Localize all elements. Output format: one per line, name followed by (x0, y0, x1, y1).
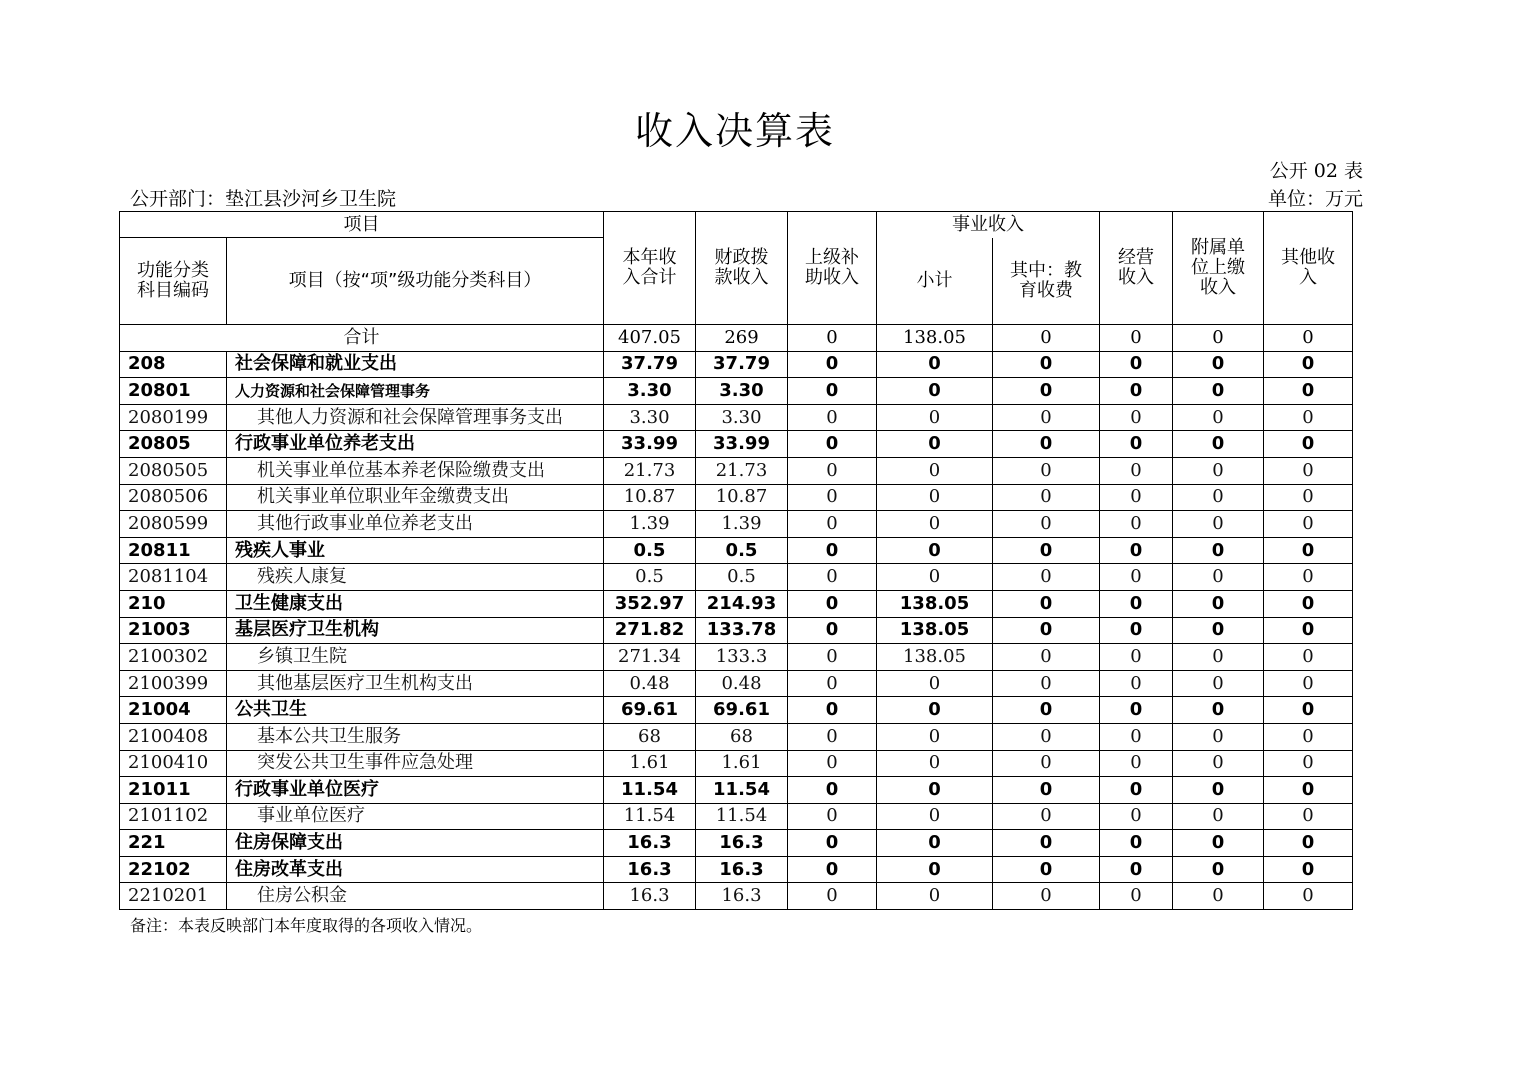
row-name: 社会保障和就业支出 (227, 351, 604, 378)
row-value: 0 (877, 697, 993, 724)
row-value: 0 (1100, 777, 1173, 804)
row-value: 0 (1173, 537, 1264, 564)
row-value: 0 (993, 803, 1100, 830)
row-name: 基本公共卫生服务 (227, 723, 604, 750)
row-value: 16.3 (696, 883, 788, 910)
table-row (120, 484, 1353, 511)
table-row (120, 537, 1353, 564)
row-value: 0.5 (604, 564, 696, 591)
row-value: 0 (1264, 830, 1353, 857)
row-value: 0 (993, 564, 1100, 591)
table-row (120, 883, 1353, 910)
row-value: 0 (877, 750, 993, 777)
table-row (120, 830, 1353, 857)
row-value: 0 (877, 484, 993, 511)
row-value: 0 (877, 431, 993, 458)
row-value: 0 (788, 537, 877, 564)
row-value: 0 (877, 777, 993, 804)
header-superior: 上级补助收入 (788, 212, 877, 325)
row-value: 0 (788, 830, 877, 857)
header-business-edu: 其中：教育收费 (993, 238, 1100, 325)
row-name: 基层医疗卫生机构 (227, 617, 604, 644)
row-value: 0 (1264, 511, 1353, 538)
row-value: 0 (788, 723, 877, 750)
row-value: 1.39 (604, 511, 696, 538)
row-value: 3.30 (604, 378, 696, 405)
row-value: 3.30 (604, 404, 696, 431)
row-name: 行政事业单位养老支出 (227, 431, 604, 458)
row-value: 352.97 (604, 590, 696, 617)
row-value: 16.3 (696, 856, 788, 883)
row-value: 0 (877, 511, 993, 538)
row-value: 138.05 (877, 644, 993, 671)
row-value: 0 (1100, 431, 1173, 458)
header-project: 项目 (120, 212, 604, 238)
row-value: 0 (1173, 883, 1264, 910)
row-value: 0 (1173, 777, 1264, 804)
row-value: 0 (877, 457, 993, 484)
total-cell: 0 (1264, 325, 1353, 352)
row-value: 0 (1264, 777, 1353, 804)
row-value: 0 (1264, 564, 1353, 591)
row-code: 2100302 (120, 644, 227, 671)
row-value: 0 (788, 883, 877, 910)
table-row (120, 750, 1353, 777)
unit-label: 单位：万元 (1267, 188, 1363, 210)
row-value: 0 (1173, 723, 1264, 750)
row-value: 271.34 (604, 644, 696, 671)
header-name: 项目（按“项”级功能分类科目） (227, 238, 604, 325)
row-value: 0 (1173, 351, 1264, 378)
row-name: 住房公积金 (227, 883, 604, 910)
table-row (120, 378, 1353, 405)
row-code: 2080505 (120, 457, 227, 484)
row-value: 0 (993, 511, 1100, 538)
row-value: 0 (1264, 457, 1353, 484)
row-code: 20805 (120, 431, 227, 458)
row-value: 0 (1173, 564, 1264, 591)
row-value: 0 (788, 617, 877, 644)
row-value: 0 (788, 697, 877, 724)
row-value: 0 (1100, 378, 1173, 405)
row-value: 0 (1173, 484, 1264, 511)
row-code: 2210201 (120, 883, 227, 910)
row-value: 0 (993, 404, 1100, 431)
header-operating: 经营收入 (1100, 212, 1173, 325)
row-value: 3.30 (696, 378, 788, 405)
row-value: 0 (877, 803, 993, 830)
department-label: 公开部门：垫江县沙河乡卫生院 (130, 188, 397, 210)
row-value: 21.73 (696, 457, 788, 484)
row-value: 0 (788, 670, 877, 697)
total-cell: 0 (1100, 325, 1173, 352)
row-code: 21011 (120, 777, 227, 804)
row-code: 2080599 (120, 511, 227, 538)
row-value: 0 (1100, 351, 1173, 378)
row-name: 乡镇卫生院 (227, 644, 604, 671)
table-row (120, 457, 1353, 484)
table-row (120, 697, 1353, 724)
header-code: 功能分类科目编码 (120, 238, 227, 325)
row-value: 0 (1173, 697, 1264, 724)
row-value: 0.5 (696, 564, 788, 591)
row-value: 0 (1173, 404, 1264, 431)
row-value: 16.3 (604, 830, 696, 857)
row-value: 16.3 (604, 856, 696, 883)
row-name: 行政事业单位医疗 (227, 777, 604, 804)
total-label: 合计 (120, 325, 604, 352)
row-value: 0 (1264, 856, 1353, 883)
row-value: 0.48 (604, 670, 696, 697)
row-value: 0 (1100, 830, 1173, 857)
row-value: 21.73 (604, 457, 696, 484)
row-value: 0 (1100, 644, 1173, 671)
row-value: 0 (1100, 723, 1173, 750)
row-value: 0 (877, 537, 993, 564)
row-value: 0 (993, 617, 1100, 644)
row-value: 0 (993, 644, 1100, 671)
header-other: 其他收入 (1264, 212, 1353, 325)
row-value: 11.54 (604, 803, 696, 830)
row-value: 1.39 (696, 511, 788, 538)
row-value: 0 (1264, 750, 1353, 777)
row-value: 0 (993, 777, 1100, 804)
header-affiliate: 附属单位上缴收入 (1173, 212, 1264, 325)
total-cell: 269 (696, 325, 788, 352)
row-name: 机关事业单位职业年金缴费支出 (227, 484, 604, 511)
row-value: 0 (788, 378, 877, 405)
row-value: 0 (1264, 697, 1353, 724)
row-name: 残疾人康复 (227, 564, 604, 591)
row-value: 0 (1264, 803, 1353, 830)
row-value: 10.87 (696, 484, 788, 511)
row-value: 0 (1264, 404, 1353, 431)
row-value: 33.99 (696, 431, 788, 458)
row-value: 33.99 (604, 431, 696, 458)
row-value: 0 (1100, 484, 1173, 511)
row-value: 0 (1173, 803, 1264, 830)
row-value: 0 (1100, 856, 1173, 883)
row-value: 0 (993, 378, 1100, 405)
row-value: 0 (877, 883, 993, 910)
row-code: 2100399 (120, 670, 227, 697)
row-value: 0 (993, 431, 1100, 458)
row-value: 0 (877, 856, 993, 883)
row-value: 0 (1100, 803, 1173, 830)
table-row (120, 644, 1353, 671)
table-row (120, 723, 1353, 750)
row-value: 11.54 (604, 777, 696, 804)
table-row (120, 564, 1353, 591)
row-value: 0 (993, 590, 1100, 617)
row-value: 3.30 (696, 404, 788, 431)
total-row (120, 325, 1353, 352)
row-value: 0 (788, 511, 877, 538)
row-value: 0 (1173, 750, 1264, 777)
row-name: 机关事业单位基本养老保险缴费支出 (227, 457, 604, 484)
row-value: 1.61 (604, 750, 696, 777)
row-value: 0 (788, 404, 877, 431)
row-value: 0 (1173, 856, 1264, 883)
row-value: 133.78 (696, 617, 788, 644)
row-name: 事业单位医疗 (227, 803, 604, 830)
row-value: 138.05 (877, 590, 993, 617)
row-value: 138.05 (877, 617, 993, 644)
row-value: 0 (1173, 457, 1264, 484)
row-value: 0 (788, 457, 877, 484)
row-value: 0 (1100, 537, 1173, 564)
row-value: 0 (1264, 723, 1353, 750)
table-row (120, 351, 1353, 378)
row-code: 2080506 (120, 484, 227, 511)
row-value: 16.3 (696, 830, 788, 857)
row-value: 0 (1264, 644, 1353, 671)
row-value: 0 (1264, 378, 1353, 405)
row-value: 0.5 (604, 537, 696, 564)
header-business-group: 事业收入 (877, 212, 1100, 238)
row-value: 0 (993, 697, 1100, 724)
row-value: 0 (877, 351, 993, 378)
row-value: 0 (1173, 511, 1264, 538)
row-code: 20801 (120, 378, 227, 405)
table-row (120, 670, 1353, 697)
row-value: 0 (1100, 883, 1173, 910)
row-value: 0 (1264, 617, 1353, 644)
row-code: 21003 (120, 617, 227, 644)
row-code: 210 (120, 590, 227, 617)
row-value: 0 (1264, 590, 1353, 617)
table-row (120, 404, 1353, 431)
row-name: 其他基层医疗卫生机构支出 (227, 670, 604, 697)
row-value: 0 (788, 803, 877, 830)
row-value: 0 (788, 564, 877, 591)
page-title: 收入决算表 (634, 109, 835, 153)
row-value: 0 (1264, 431, 1353, 458)
header-fiscal: 财政拨款收入 (696, 212, 788, 325)
row-value: 0 (1100, 590, 1173, 617)
row-value: 68 (696, 723, 788, 750)
row-value: 0 (993, 484, 1100, 511)
row-value: 0 (1100, 457, 1173, 484)
row-value: 0 (1173, 590, 1264, 617)
row-value: 0.48 (696, 670, 788, 697)
row-value: 0 (1100, 404, 1173, 431)
row-name: 其他行政事业单位养老支出 (227, 511, 604, 538)
row-value: 10.87 (604, 484, 696, 511)
row-value: 0 (993, 537, 1100, 564)
row-value: 0 (1100, 617, 1173, 644)
row-name: 其他人力资源和社会保障管理事务支出 (227, 404, 604, 431)
row-value: 0 (1173, 617, 1264, 644)
row-value: 0 (1264, 670, 1353, 697)
row-value: 11.54 (696, 803, 788, 830)
row-name: 人力资源和社会保障管理事务 (227, 378, 604, 405)
row-value: 69.61 (696, 697, 788, 724)
row-value: 0 (877, 404, 993, 431)
row-value: 0 (1100, 670, 1173, 697)
row-code: 2100408 (120, 723, 227, 750)
row-code: 22102 (120, 856, 227, 883)
row-value: 0 (1100, 750, 1173, 777)
header-business-subtotal: 小计 (877, 238, 993, 325)
row-name: 突发公共卫生事件应急处理 (227, 750, 604, 777)
row-value: 0 (788, 484, 877, 511)
row-code: 208 (120, 351, 227, 378)
row-code: 221 (120, 830, 227, 857)
row-value: 0 (788, 750, 877, 777)
total-cell: 138.05 (877, 325, 993, 352)
row-value: 0 (993, 457, 1100, 484)
table-body (120, 325, 1353, 910)
row-value: 0 (1264, 537, 1353, 564)
row-value: 0 (877, 830, 993, 857)
row-value: 0 (993, 670, 1100, 697)
row-value: 0 (1173, 670, 1264, 697)
row-value: 0 (993, 351, 1100, 378)
row-value: 0 (788, 351, 877, 378)
row-value: 0 (1100, 511, 1173, 538)
table-row (120, 856, 1353, 883)
table-row (120, 431, 1353, 458)
table-row (120, 617, 1353, 644)
row-code: 2081104 (120, 564, 227, 591)
row-value: 0 (993, 883, 1100, 910)
row-value: 0 (1264, 351, 1353, 378)
row-value: 133.3 (696, 644, 788, 671)
row-code: 20811 (120, 537, 227, 564)
row-name: 住房改革支出 (227, 856, 604, 883)
row-value: 0 (877, 564, 993, 591)
row-name: 卫生健康支出 (227, 590, 604, 617)
row-value: 0 (788, 777, 877, 804)
row-value: 1.61 (696, 750, 788, 777)
row-value: 0 (788, 856, 877, 883)
row-value: 68 (604, 723, 696, 750)
row-value: 214.93 (696, 590, 788, 617)
row-value: 0 (1173, 431, 1264, 458)
row-code: 2080199 (120, 404, 227, 431)
row-value: 0 (1173, 378, 1264, 405)
row-value: 0 (788, 590, 877, 617)
row-value: 0 (877, 378, 993, 405)
income-table (119, 211, 1353, 910)
table-row (120, 590, 1353, 617)
table-row (120, 511, 1353, 538)
row-value: 0 (1264, 883, 1353, 910)
header-total: 本年收入合计 (604, 212, 696, 325)
total-cell: 407.05 (604, 325, 696, 352)
row-name: 公共卫生 (227, 697, 604, 724)
row-value: 0 (1173, 830, 1264, 857)
row-value: 16.3 (604, 883, 696, 910)
row-value: 0 (1173, 644, 1264, 671)
row-value: 0 (1100, 697, 1173, 724)
table-row (120, 803, 1353, 830)
row-value: 0 (788, 644, 877, 671)
row-value: 0 (993, 830, 1100, 857)
row-value: 37.79 (696, 351, 788, 378)
row-value: 0 (877, 723, 993, 750)
row-value: 0 (1100, 564, 1173, 591)
row-code: 2101102 (120, 803, 227, 830)
row-name: 住房保障支出 (227, 830, 604, 857)
row-value: 0 (877, 670, 993, 697)
form-number: 公开 02 表 (1269, 160, 1363, 182)
row-name: 残疾人事业 (227, 537, 604, 564)
row-value: 0 (993, 723, 1100, 750)
row-value: 0 (788, 431, 877, 458)
row-value: 0 (993, 750, 1100, 777)
row-code: 2100410 (120, 750, 227, 777)
row-value: 0 (993, 856, 1100, 883)
row-value: 37.79 (604, 351, 696, 378)
total-cell: 0 (993, 325, 1100, 352)
total-cell: 0 (788, 325, 877, 352)
table-note: 备注：本表反映部门本年度取得的各项收入情况。 (130, 916, 483, 935)
table-row (120, 777, 1353, 804)
row-value: 11.54 (696, 777, 788, 804)
row-value: 69.61 (604, 697, 696, 724)
row-value: 0 (1264, 484, 1353, 511)
row-value: 0.5 (696, 537, 788, 564)
total-cell: 0 (1173, 325, 1264, 352)
row-code: 21004 (120, 697, 227, 724)
row-value: 271.82 (604, 617, 696, 644)
